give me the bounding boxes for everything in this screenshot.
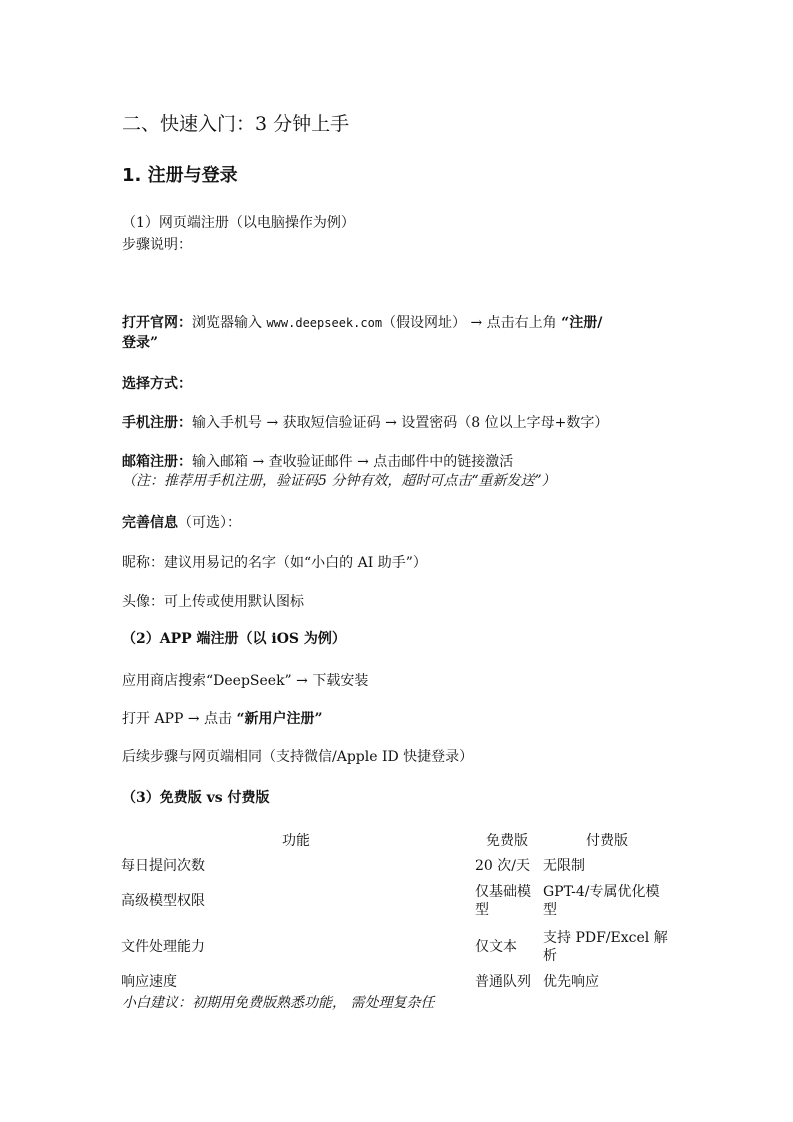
table-header-paid: 付费版 (586, 833, 628, 849)
phone-register-text: 输入手机号 → 获取短信验证码 → 设置密码（8 位以上字母+数字） (192, 415, 609, 431)
register-note: （注：推荐用手机注册，验证码5 分钟有效，超时可点击“重新发送”） (122, 473, 556, 489)
profile-label: 完善信息 (122, 515, 178, 531)
table-cell-paid: 优先响应 (543, 974, 599, 990)
register-login-quote-a: “注册/ (561, 315, 603, 331)
open-site-step (122, 313, 682, 353)
table-header-feature: 功能 (282, 833, 310, 849)
open-site-label: 打开官网： (122, 315, 192, 331)
table-cell-feature: 每日提问次数 (121, 858, 205, 874)
table-row (119, 854, 673, 878)
open-site-text-b: （假设网址） → 点击右上角 (382, 315, 562, 331)
phone-register-label: 手机注册： (122, 415, 192, 431)
phone-register-step (122, 414, 608, 432)
table-row (119, 924, 673, 970)
email-register-text: 输入邮箱 → 查收验证邮件 → 点击邮件中的链接激活 (192, 454, 514, 470)
section-heading-register-login: 1. 注册与登录 (122, 165, 238, 186)
table-cell-feature: 高级模型权限 (121, 893, 205, 909)
email-register-label: 邮箱注册： (122, 454, 192, 470)
open-site-text-a: 浏览器输入 (192, 315, 267, 331)
new-user-register-quote: “新用户注册” (236, 711, 323, 727)
app-register-subheading: （2）APP 端注册（以 iOS 为例） (122, 631, 346, 647)
avatar-tip: 头像：可上传或使用默认图标 (122, 594, 304, 610)
app-step-search: 应用商店搜索“DeepSeek” → 下载安装 (122, 673, 369, 689)
site-url[interactable]: www.deepseek.com (266, 316, 383, 330)
table-cell-feature: 响应速度 (121, 974, 177, 990)
table-row (119, 878, 673, 924)
page-title: 二、快速入门：3 分钟上手 (122, 113, 350, 135)
web-register-subheading: （1）网页端注册（以电脑操作为例） (122, 215, 355, 231)
email-register-step (122, 453, 513, 471)
method-label: 选择方式： (122, 376, 192, 392)
register-login-quote-b: 登录” (122, 335, 159, 351)
nickname-tip: 昵称：建议用易记的名字（如“小白的 AI 助手”） (122, 555, 427, 571)
table-row (119, 970, 673, 994)
table-header-row (119, 828, 673, 854)
app-step-open (122, 710, 323, 728)
table-header-free: 免费版 (486, 833, 528, 849)
plans-subheading: （3）免费版 vs 付费版 (122, 790, 270, 806)
beginner-advice: 小白建议：初期用免费版熟悉功能， 需处理复杂任 (122, 995, 435, 1011)
table-cell-free: 20 次/天 (475, 858, 530, 874)
profile-suffix: （可选）： (178, 515, 241, 531)
plan-comparison-table (119, 828, 673, 994)
table-cell-paid: GPT-4/专属优化模型 (543, 884, 660, 918)
app-step-following: 后续步骤与网页端相同（支持微信/Apple ID 快捷登录） (122, 749, 474, 765)
table-cell-paid: 支持 PDF/Excel 解析 (543, 930, 668, 964)
table-cell-free: 仅文本 (475, 939, 517, 955)
profile-step (122, 514, 241, 532)
table-cell-feature: 文件处理能力 (121, 939, 205, 955)
table-cell-free: 仅基础模型 (475, 884, 531, 918)
table-cell-free: 普通队列 (475, 974, 531, 990)
app-step-open-text: 打开 APP → 点击 (122, 711, 237, 727)
steps-label: 步骤说明： (122, 237, 192, 253)
table-cell-paid: 无限制 (543, 858, 585, 874)
